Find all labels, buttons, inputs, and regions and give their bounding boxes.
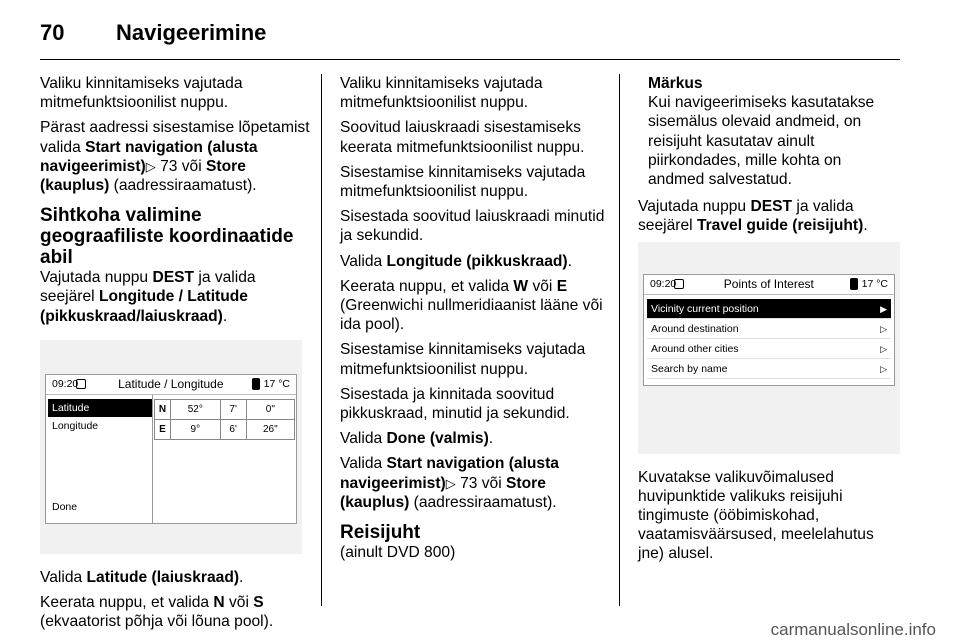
menu-item-longitude: Longitude bbox=[52, 419, 99, 432]
poi-menu bbox=[647, 299, 891, 379]
button-ref: DEST bbox=[750, 198, 793, 216]
text: Keerata nuppu, et valida bbox=[40, 594, 214, 612]
text: Valida bbox=[340, 430, 387, 448]
list-item bbox=[647, 339, 891, 359]
menu-ref: Start navigation (alusta navigeerimist) bbox=[340, 455, 559, 492]
clock-icon bbox=[76, 379, 86, 389]
figure-latitude-longitude bbox=[40, 340, 302, 554]
clock-time: 09:20 bbox=[52, 377, 79, 390]
column-2 bbox=[340, 74, 612, 562]
text: (ekvaatorist põhja või lõuna pool). bbox=[40, 613, 274, 631]
list-item-label: Around other cities bbox=[651, 342, 739, 355]
column-divider bbox=[321, 74, 322, 606]
column-3 bbox=[638, 74, 900, 570]
option-ref: N bbox=[213, 594, 225, 612]
text: 73 või bbox=[155, 157, 207, 175]
table-row bbox=[155, 399, 295, 419]
section-subheading: (ainult DVD 800) bbox=[340, 544, 456, 562]
paragraph bbox=[340, 277, 612, 335]
list-item bbox=[647, 299, 891, 319]
page-number: 70 bbox=[40, 20, 65, 45]
section-heading: Reisijuht bbox=[340, 522, 421, 544]
text: või bbox=[528, 277, 557, 295]
text: (aadressiraamatust). bbox=[409, 493, 557, 511]
menu-item-done: Done bbox=[52, 500, 78, 513]
grid-divider bbox=[152, 395, 153, 523]
degrees-cell: 52° bbox=[171, 399, 221, 419]
option-ref: W bbox=[513, 277, 529, 295]
menu-ref: Longitude (pikkuskraad) bbox=[386, 252, 568, 270]
table-row bbox=[155, 420, 295, 440]
text: . bbox=[863, 217, 868, 235]
watermark: carmanualsonline.info bbox=[770, 620, 936, 639]
chevron-right-icon: ▶ bbox=[880, 303, 887, 314]
menu-item-latitude: Latitude bbox=[48, 399, 153, 417]
temperature bbox=[850, 275, 888, 294]
page-ref-icon: ▷ bbox=[145, 158, 156, 174]
coordinate-grid bbox=[154, 399, 295, 440]
paragraph: Sisestada soovitud laiuskraadi minutid ja sekundid. bbox=[340, 208, 605, 245]
menu-ref: Done (valmis) bbox=[386, 430, 489, 448]
note-body: Kui navigeerimiseks kasutatakse sisemälus olevaid andmeid, on reisijuht kasutatav ainult piirkondades, mille kohta on andmed salvestatud. bbox=[648, 94, 875, 189]
menu-ref: Store (kauplus) bbox=[40, 157, 246, 195]
thermometer-icon bbox=[850, 278, 858, 290]
note-box bbox=[638, 74, 900, 189]
seconds-cell: 0" bbox=[246, 399, 294, 419]
list-item bbox=[647, 359, 891, 379]
thermometer-icon bbox=[252, 378, 260, 390]
text: . bbox=[567, 252, 572, 270]
temperature bbox=[252, 375, 290, 394]
menu-ref: Start navigation (alusta navigeerimist) bbox=[40, 138, 258, 175]
text: Vajutada nuppu bbox=[638, 198, 751, 216]
option-ref: S bbox=[253, 594, 264, 612]
status-bar bbox=[46, 375, 296, 395]
menu-ref: Travel guide (reisijuht) bbox=[696, 217, 864, 235]
temperature-value: 17 °C bbox=[861, 277, 888, 290]
clock-time: 09:20 bbox=[650, 277, 677, 290]
seconds-cell: 26" bbox=[246, 420, 294, 440]
column-1 bbox=[40, 74, 312, 637]
text: (aadressiraamatust). bbox=[109, 177, 257, 195]
paragraph bbox=[340, 252, 612, 271]
button-ref: DEST bbox=[152, 269, 195, 287]
paragraph: Sisestamise kinnitamiseks vajutada mitmefunktsioonilist nuppu. bbox=[340, 163, 586, 201]
list-item bbox=[647, 319, 891, 339]
paragraph: Valiku kinnitamiseks vajutada mitmefunktsioonilist nuppu. bbox=[340, 75, 543, 112]
chevron-right-icon: ▷ bbox=[880, 323, 887, 334]
display-screen bbox=[643, 274, 895, 386]
degrees-cell: 9° bbox=[171, 420, 221, 440]
paragraph: Sisestada ja kinnitada soovitud pikkuskraad, minutid ja sekundid. bbox=[340, 385, 570, 423]
figure-points-of-interest bbox=[638, 242, 900, 454]
screen-title: Points of Interest bbox=[723, 276, 814, 291]
text: ja valida seejärel bbox=[40, 269, 256, 306]
paragraph bbox=[340, 454, 612, 512]
clock-icon bbox=[674, 279, 684, 289]
text: (Greenwichi nullmeridiaanist lääne või ida pool). bbox=[340, 297, 603, 334]
text: . bbox=[222, 307, 228, 325]
hemisphere-label: N bbox=[155, 399, 171, 419]
section-heading: Sihtkoha valimine geograafiliste koordinaatide abil bbox=[40, 205, 294, 269]
note-title: Märkus bbox=[648, 75, 703, 92]
paragraph bbox=[340, 429, 612, 448]
minutes-cell: 7' bbox=[220, 399, 246, 419]
screen-title: Latitude / Longitude bbox=[118, 376, 224, 391]
paragraph: Soovitud laiuskraadi sisestamiseks keerata mitmefunktsioonilist nuppu. bbox=[340, 119, 585, 156]
text: või bbox=[224, 594, 254, 612]
menu-ref: Store (kauplus) bbox=[340, 474, 546, 511]
text: Valida bbox=[40, 568, 87, 586]
list-item-label: Search by name bbox=[651, 362, 728, 375]
temperature-value: 17 °C bbox=[263, 377, 290, 390]
paragraph: Sisestamise kinnitamiseks vajutada mitmefunktsioonilist nuppu. bbox=[340, 341, 586, 378]
text: Pärast aadressi sisestamise lõpetamist valida bbox=[40, 119, 310, 156]
display-screen bbox=[45, 374, 297, 524]
text: Valida bbox=[340, 455, 387, 473]
chevron-right-icon: ▷ bbox=[880, 343, 887, 354]
coordinate-menu bbox=[48, 399, 153, 435]
list-item-label: Around destination bbox=[651, 322, 739, 335]
menu-ref: Longitude / Latitude (pikkuskraad/laiuskraad) bbox=[40, 288, 248, 325]
text: ja valida seejärel bbox=[638, 198, 854, 235]
menu-ref: Latitude (laiuskraad) bbox=[86, 568, 240, 586]
paragraph: Valiku kinnitamiseks vajutada mitmefunktsioonilist nuppu. bbox=[40, 75, 243, 112]
paragraph bbox=[40, 568, 312, 587]
text: Keerata nuppu, et valida bbox=[340, 277, 514, 295]
chapter-title: Navigeerimine bbox=[116, 20, 267, 45]
text: 73 või bbox=[455, 474, 507, 492]
paragraph: Kuvatakse valikuvõimalused huvipunktide valikuks reisijuhi tingimuste (ööbimiskohad, vaatamisväärsused, meelelahutus jne) alusel. bbox=[638, 468, 874, 563]
text: Vajutada nuppu bbox=[40, 269, 153, 287]
minutes-cell: 6' bbox=[220, 420, 246, 440]
paragraph bbox=[40, 268, 312, 326]
option-ref: E bbox=[556, 277, 568, 295]
column-divider bbox=[619, 74, 620, 606]
status-bar bbox=[644, 275, 894, 295]
page-header bbox=[40, 18, 266, 48]
hemisphere-label: E bbox=[155, 420, 171, 440]
page-ref-icon: ▷ bbox=[445, 475, 456, 491]
paragraph bbox=[638, 197, 900, 235]
text: . bbox=[239, 568, 244, 586]
paragraph bbox=[40, 118, 312, 195]
text: . bbox=[488, 430, 494, 448]
header-divider bbox=[40, 59, 900, 60]
list-item-label: Vicinity current position bbox=[651, 302, 759, 315]
text: Valida bbox=[340, 252, 387, 270]
chevron-right-icon: ▷ bbox=[880, 363, 887, 374]
